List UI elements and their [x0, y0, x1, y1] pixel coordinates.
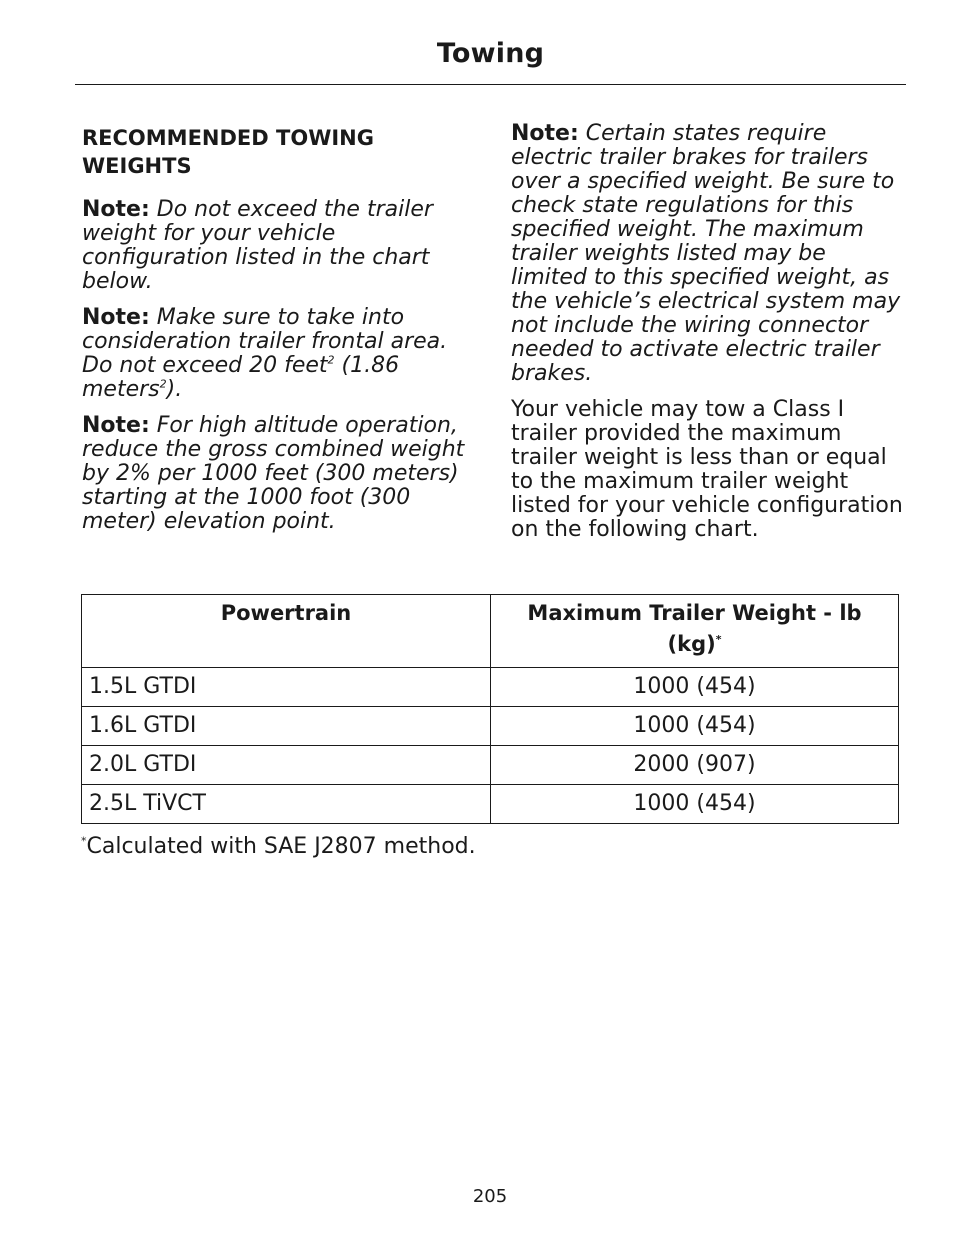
note-label: Note: [82, 413, 150, 438]
header-divider [75, 84, 906, 85]
note-frontal-area [82, 306, 477, 402]
note-text: ). [166, 377, 183, 402]
note-label: Note: [82, 197, 150, 222]
table-footnote [81, 832, 476, 862]
cell-weight: 1000 (454) [491, 668, 899, 707]
table-row [82, 707, 899, 746]
table-row [82, 668, 899, 707]
note-electric-brakes [511, 122, 903, 386]
note-text: Certain states require electric trailer brakes for trailers over a specified weight. Be sure to check state regulations for this specified weight. The maximum trailer weights listed may be limited to this specified weight, as the vehicle’s electrical system may not include the wiring connector needed to activate electric trailer brakes. [511, 121, 901, 386]
cell-powertrain: 1.6L GTDI [82, 707, 491, 746]
left-column [82, 122, 477, 546]
header-max-trailer-weight [491, 595, 899, 668]
table-row [82, 785, 899, 824]
table-row [82, 746, 899, 785]
page-title: Towing [436, 38, 545, 69]
note-text: For high altitude operation, reduce the gross combined weight by 2% per 1000 feet (300 meters) starting at the 1000 foot (300 meter) elevation point. [82, 413, 465, 534]
cell-weight: 1000 (454) [491, 785, 899, 824]
cell-weight: 1000 (454) [491, 707, 899, 746]
class-one-trailer-paragraph: Your vehicle may tow a Class I trailer provided the maximum trailer weight is less than or equal to the maximum trailer weight listed for your vehicle configuration on the following chart. [511, 397, 903, 542]
footnote-marker: * [81, 834, 87, 848]
note-trailer-weight [82, 198, 477, 294]
footnote-text: Calculated with SAE J2807 method. [86, 834, 476, 859]
note-text: Do not exceed the trailer weight for your vehicle configuration listed in the chart below. [82, 197, 433, 294]
header-weight-line1: Maximum Trailer Weight - lb [527, 601, 862, 625]
cell-powertrain: 2.5L TiVCT [82, 785, 491, 824]
cell-powertrain: 1.5L GTDI [82, 668, 491, 707]
cell-weight: 2000 (907) [491, 746, 899, 785]
note-high-altitude [82, 414, 477, 534]
right-column [511, 122, 903, 542]
superscript: 2 [327, 353, 335, 367]
superscript: 2 [159, 377, 167, 391]
cell-powertrain: 2.0L GTDI [82, 746, 491, 785]
footnote-marker: * [715, 633, 722, 646]
note-text: Make sure to take into consideration trailer frontal area. Do not exceed 20 feet [82, 305, 448, 378]
header-powertrain: Powertrain [82, 595, 491, 668]
page-number: 205 [472, 1186, 508, 1207]
note-label: Note: [82, 305, 150, 330]
note-label: Note: [511, 121, 579, 146]
towing-weights-table [81, 594, 899, 824]
note-text: (1.86 meters [82, 353, 400, 402]
table-header-row [82, 595, 899, 668]
section-heading: RECOMMENDED TOWING WEIGHTS [82, 126, 374, 178]
header-weight-line2: (kg) [667, 632, 716, 656]
